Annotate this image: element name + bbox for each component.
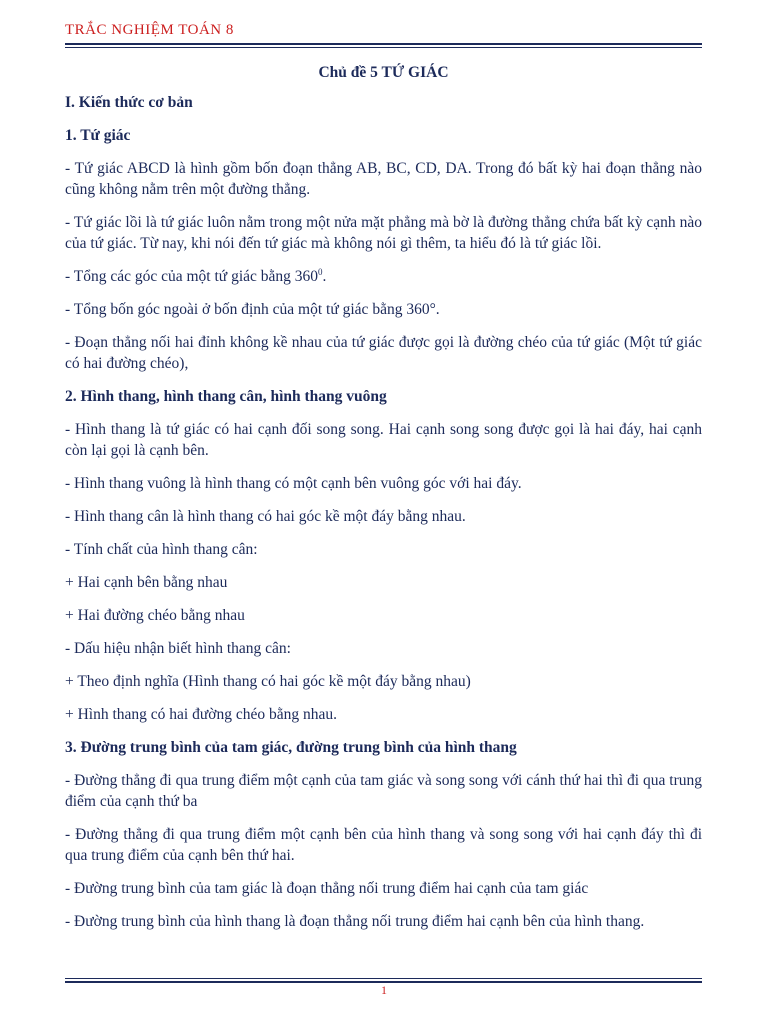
section-heading: I. Kiến thức cơ bản: [65, 94, 193, 111]
superscript: 0: [318, 266, 323, 277]
paragraph-end: .: [322, 268, 327, 285]
paragraph: - Hình thang vuông là hình thang có một cạnh bên vuông góc với hai đáy.: [65, 475, 522, 492]
running-header: TRẮC NGHIỆM TOÁN 8: [65, 22, 234, 38]
paragraph: - Tính chất của hình thang cân:: [65, 541, 258, 558]
subsection-heading-2: 2. Hình thang, hình thang cân, hình thang vuông: [65, 388, 387, 405]
paragraph: - Đoạn thẳng nối hai đỉnh không kề nhau của tứ giác được gọi là đường chéo của tứ giác (Một tứ giác có hai đường chéo),: [65, 334, 702, 372]
paragraph: + Hai đường chéo bằng nhau: [65, 607, 245, 624]
paragraph: - Tứ giác ABCD là hình gồm bốn đoạn thẳng AB, BC, CD, DA. Trong đó bất kỳ hai đoạn thẳng nào cũng không nằm trên một đường thẳng.: [65, 160, 702, 198]
paragraph: - Đường thẳng đi qua trung điểm một cạnh của tam giác và song song với cánh thứ hai thì đi qua trung điểm của cạnh thứ ba: [65, 772, 702, 810]
header-rule-top: [65, 43, 702, 45]
header-rule-bottom: [65, 47, 702, 48]
paragraph: - Hình thang cân là hình thang có hai góc kề một đáy bằng nhau.: [65, 508, 466, 525]
paragraph-text: - Tổng các góc của một tứ giác bằng 360: [65, 268, 319, 285]
page-number: 1: [381, 983, 387, 997]
paragraph: + Hình thang có hai đường chéo bằng nhau.: [65, 706, 337, 723]
paragraph: - Dấu hiệu nhận biết hình thang cân:: [65, 640, 291, 657]
paragraph: - Đường trung bình của hình thang là đoạn thẳng nối trung điểm hai cạnh bên của hình thang.: [65, 913, 645, 930]
paragraph: [65, 266, 702, 287]
chapter-title: Chủ đề 5 TỨ GIÁC: [318, 64, 449, 81]
subsection-heading-3: 3. Đường trung bình của tam giác, đường trung bình của hình thang: [65, 739, 517, 756]
paragraph: - Đường trung bình của tam giác là đoạn thẳng nối trung điểm hai cạnh của tam giác: [65, 880, 589, 897]
paragraph: - Đường thẳng đi qua trung điểm một cạnh bên của hình thang và song song với hai cạnh đáy thì đi qua trung điểm của cạnh bên thứ hai.: [65, 826, 702, 864]
subsection-heading-1: 1. Tứ giác: [65, 127, 131, 144]
paragraph: - Hình thang là tứ giác có hai cạnh đối song song. Hai cạnh song song được gọi là hai đáy, hai cạnh còn lại gọi là cạnh bên.: [65, 421, 702, 459]
footer-rule-top: [65, 978, 702, 979]
paragraph: + Hai cạnh bên bằng nhau: [65, 574, 228, 591]
document-body: [65, 62, 702, 944]
paragraph: - Tứ giác lồi là tứ giác luôn nằm trong một nửa mặt phẳng mà bờ là đường thẳng chứa bất kỳ cạnh nào của tứ giác. Từ nay, khi nói đến tứ giác mà không nói gì thêm, ta hiểu đó là tứ giác lồi.: [65, 214, 702, 252]
paragraph: - Tổng bốn góc ngoài ở bốn định của một tứ giác bằng 360°.: [65, 301, 440, 318]
paragraph: + Theo định nghĩa (Hình thang có hai góc kề một đáy bằng nhau): [65, 673, 471, 690]
